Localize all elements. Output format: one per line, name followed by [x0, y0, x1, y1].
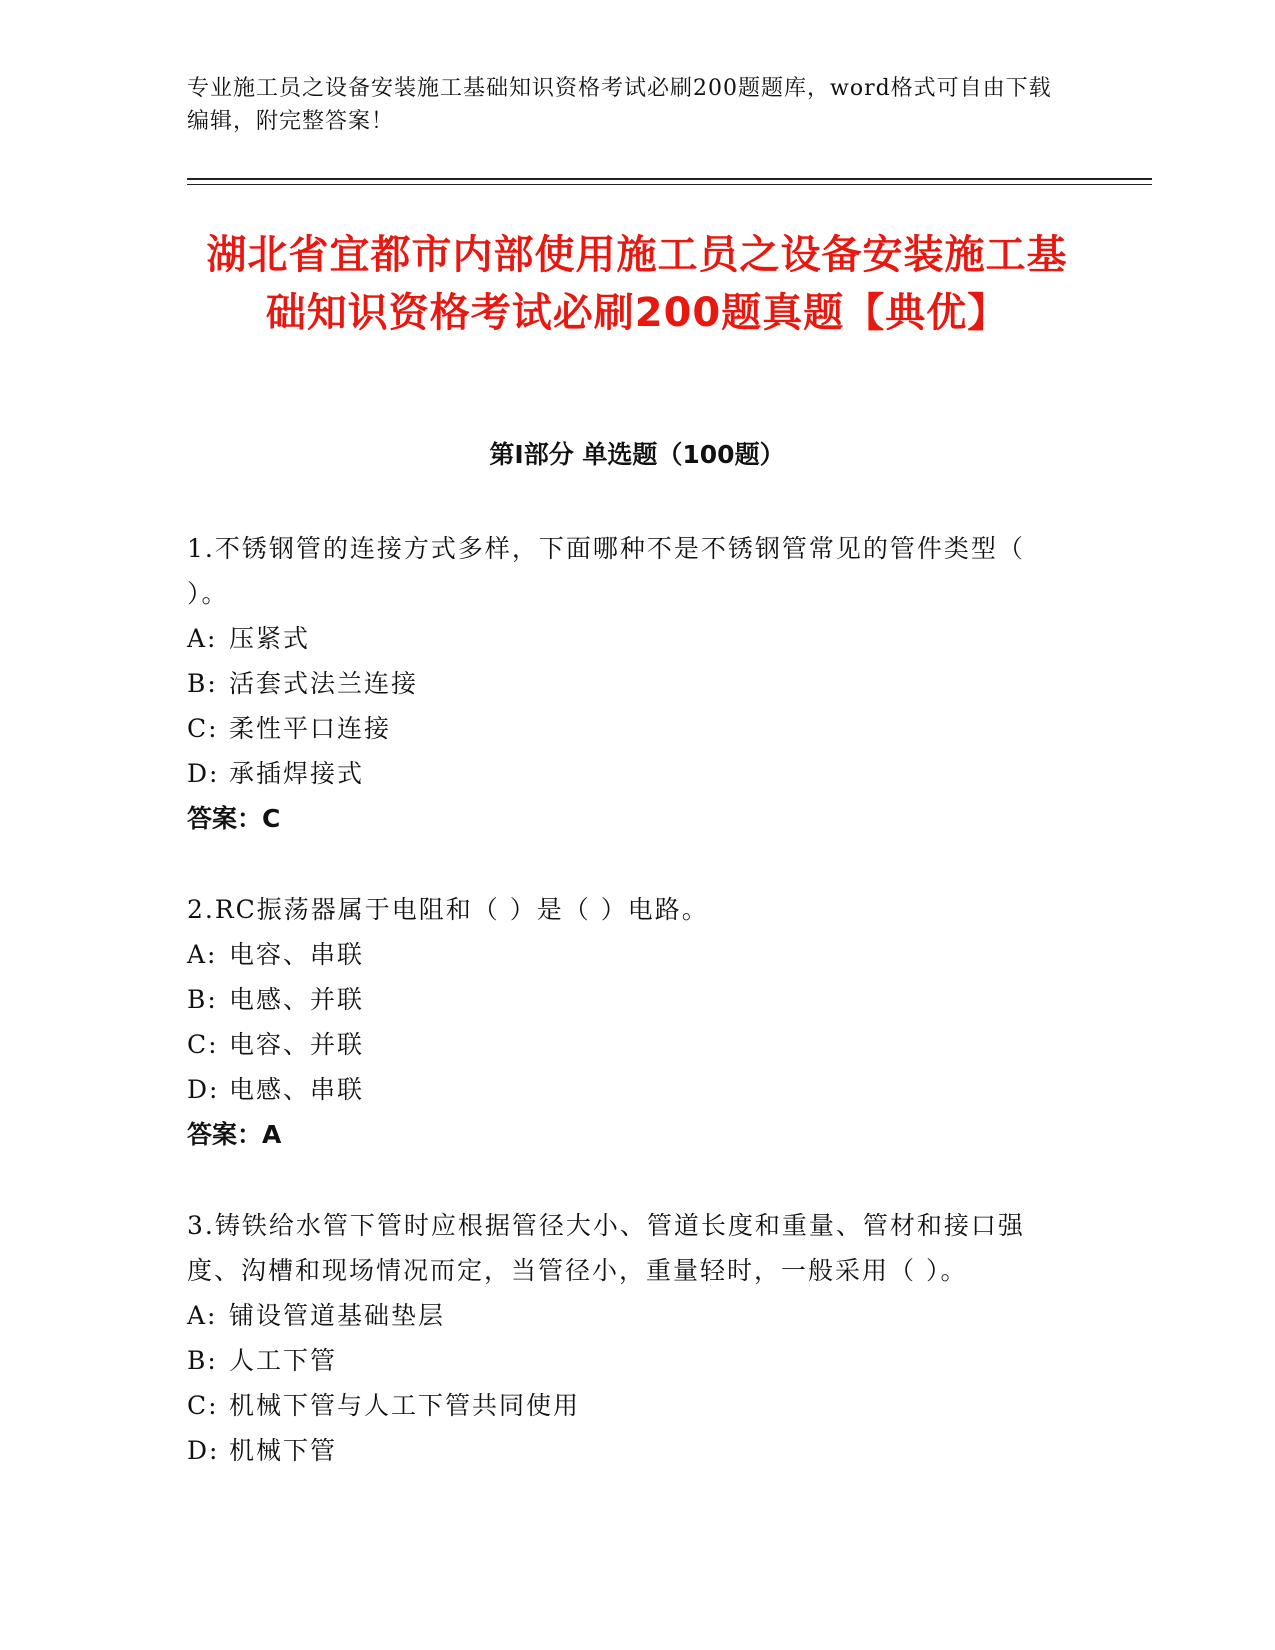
option-letter: A:	[187, 940, 218, 969]
document-title: 湖北省宜都市内部使用施工员之设备安装施工基础知识资格考试必刷200题真题【典优】	[206, 232, 1068, 336]
header-divider-thin	[187, 184, 1152, 185]
answer-value: C	[262, 804, 281, 833]
option-letter: B:	[187, 985, 218, 1014]
option-text: 人工下管	[229, 1346, 338, 1375]
option-d	[187, 751, 1067, 796]
section-title: 第I部分 单选题（100题）	[489, 440, 785, 469]
option-letter: C:	[187, 714, 219, 743]
option-text: 机械下管与人工下管共同使用	[229, 1391, 581, 1420]
answer-line	[187, 796, 1067, 841]
option-c	[187, 1022, 1067, 1067]
option-text: 电感、并联	[229, 985, 365, 1014]
option-text: 机械下管	[229, 1436, 338, 1465]
question-stem: 3.铸铁给水管下管时应根据管径大小、管道长度和重量、管材和接口强度、沟槽和现场情况而定，当管径小，重量轻时，一般采用（ ）。	[187, 1211, 1025, 1285]
option-text: 铺设管道基础垫层	[229, 1301, 446, 1330]
option-text: 电容、串联	[229, 940, 365, 969]
option-text: 电感、串联	[229, 1075, 365, 1104]
option-a	[187, 932, 1067, 977]
question-item	[187, 526, 1067, 841]
option-c	[187, 706, 1067, 751]
option-letter: D:	[187, 1075, 220, 1104]
header-note: 专业施工员之设备安装施工基础知识资格考试必刷200题题库，word格式可自由下载编辑，附完整答案！	[187, 76, 1052, 134]
answer-line	[187, 1112, 1067, 1157]
option-letter: B:	[187, 1346, 218, 1375]
option-letter: A:	[187, 1301, 218, 1330]
header-divider-thick	[187, 178, 1152, 180]
answer-prefix: 答案：	[187, 1120, 263, 1149]
option-c	[187, 1383, 1067, 1428]
question-list	[187, 526, 1067, 1519]
option-text: 电容、并联	[229, 1030, 365, 1059]
option-b	[187, 661, 1067, 706]
option-letter: D:	[187, 759, 220, 788]
option-letter: B:	[187, 669, 218, 698]
question-stem: 1.不锈钢管的连接方式多样，下面哪种不是不锈钢管常见的管件类型（ ）。	[187, 534, 1025, 608]
option-text: 压紧式	[229, 624, 311, 653]
answer-value: A	[262, 1120, 282, 1149]
option-text: 活套式法兰连接	[229, 669, 419, 698]
option-letter: C:	[187, 1030, 219, 1059]
option-letter: C:	[187, 1391, 219, 1420]
option-d	[187, 1067, 1067, 1112]
answer-prefix: 答案：	[187, 804, 263, 833]
option-text: 柔性平口连接	[229, 714, 392, 743]
option-a	[187, 616, 1067, 661]
option-b	[187, 977, 1067, 1022]
option-letter: D:	[187, 1436, 220, 1465]
option-a	[187, 1293, 1067, 1338]
question-item	[187, 1203, 1067, 1473]
question-stem: 2.RC振荡器属于电阻和（ ）是（ ）电路。	[187, 895, 709, 924]
option-letter: A:	[187, 624, 218, 653]
option-b	[187, 1338, 1067, 1383]
option-d	[187, 1428, 1067, 1473]
question-item	[187, 887, 1067, 1157]
option-text: 承插焊接式	[229, 759, 365, 788]
